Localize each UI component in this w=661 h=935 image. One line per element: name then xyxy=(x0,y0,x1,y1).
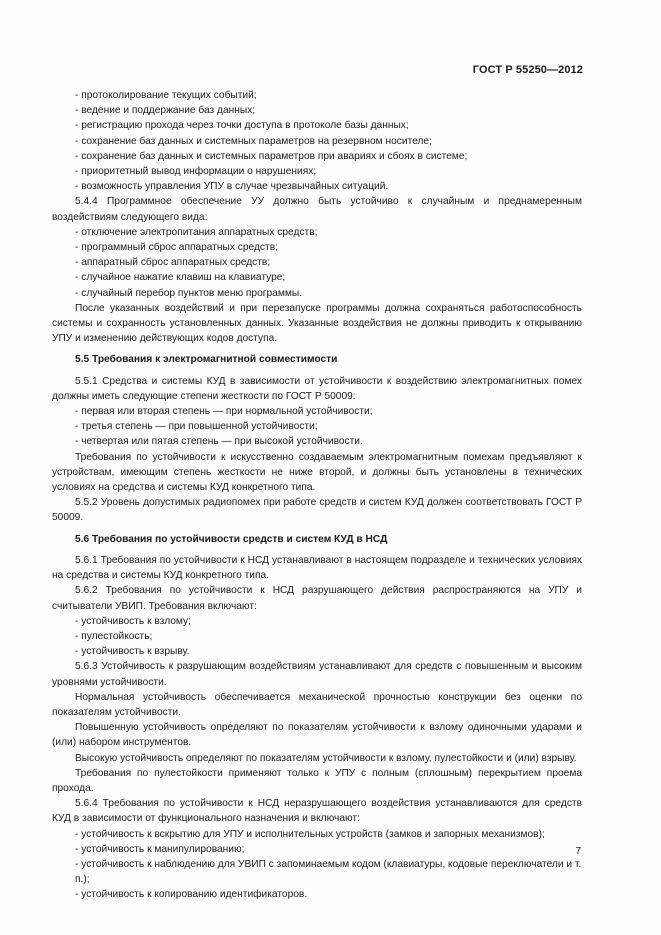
list-item: - устойчивость к манипулированию; xyxy=(75,843,245,855)
list-item: - устойчивость к копированию идентификаторов. xyxy=(75,889,308,901)
list-item: - ведение и поддержание баз данных; xyxy=(75,105,256,117)
paragraph: После указанных воздействий и при перезапуске программы должна сохраняться работоспособность системы и сохранность установленных данных. Указанные воздействия не должны приводить к открыванию УПУ и изменению действующих кодов доступа. xyxy=(52,302,582,345)
list-item: - третья степень — при повышенной устойчивости; xyxy=(75,421,318,433)
list-item: - сохранение баз данных и системных параметров при авариях и сбоях в системе; xyxy=(75,150,468,162)
section-heading: 5.6 Требования по устойчивости средств и систем КУД в НСД xyxy=(75,533,388,545)
document-body xyxy=(52,88,582,903)
list-item: - первая или вторая степень — при нормальной устойчивости; xyxy=(75,406,373,418)
paragraph: 5.6.3 Устойчивость к разрушающим воздействиям устанавливают для средств с повышенным и высоким уровнями устойчивости. xyxy=(52,661,582,688)
paragraph: 5.6.2 Требования по устойчивости к НСД разрушающего действия распространяются на УПУ и считыватели УВИП. Требования включают: xyxy=(52,585,582,612)
paragraph: 5.4.4 Программное обеспечение УУ должно быть устойчиво к случайным и преднамеренным воздействиям следующего вида: xyxy=(52,196,582,223)
list-item: - возможность управления УПУ в случае чрезвычайных ситуаций. xyxy=(75,181,389,193)
list-item: - программный сброс аппаратных средств; xyxy=(75,242,278,254)
paragraph: 5.6.1 Требования по устойчивости к НСД устанавливают в настоящем подразделе и технических условиях на средства и системы КУД конкретного типа. xyxy=(52,554,582,582)
section-heading: 5.5 Требования к электромагнитной совместимости xyxy=(75,354,338,366)
list-item: - аппаратный сброс аппаратных средств; xyxy=(75,257,271,269)
list-item: - приоритетный вывод информации о нарушениях; xyxy=(75,166,317,178)
paragraph: Требования по устойчивости к искусственно создаваемым электромагнитным помехам предъявляют к устройствам, имеющим степень жесткости не ниже второй, и должны быть установлены в технических условиях на средства и системы КУД конкретного типа. xyxy=(52,451,582,494)
list-item: - отключение электропитания аппаратных средств; xyxy=(75,226,318,238)
list-item: - четвертая или пятая степень — при высокой устойчивости. xyxy=(75,436,363,448)
paragraph: Повышенную устойчивость определяют по показателям устойчивости к взлому одиночными ударами и (или) набором инструментов. xyxy=(52,722,582,749)
paragraph: 5.6.4 Требования по устойчивости к НСД неразрушающего воздействия устанавливаются для средств КУД в зависимости от функционального назначения и включают: xyxy=(52,798,582,825)
paragraph: Нормальная устойчивость обеспечивается механической прочностью конструкции без оценки по показателям устойчивости. xyxy=(52,691,582,718)
list-item: - случайное нажатие клавиш на клавиатуре; xyxy=(75,272,286,284)
list-item: - устойчивость к взлому; xyxy=(75,615,191,627)
list-item: - сохранение баз данных и системных параметров на резервном носителе; xyxy=(75,135,432,147)
paragraph: 5.5.1 Средства и системы КУД в зависимости от устойчивости к воздействию электромагнитных помех должны иметь следующие степени жесткости по ГОСТ Р 50009: xyxy=(52,375,582,402)
paragraph: 5.5.2 Уровень допустимых радиопомех при работе средств и систем КУД должен соответствовать ГОСТ Р 50009. xyxy=(52,497,582,524)
list-item: - случайный перебор пунктов меню программы. xyxy=(75,287,302,299)
list-item: - устойчивость к взрыву. xyxy=(75,646,190,658)
list-item: - устойчивость к вскрытию для УПУ и исполнительных устройств (замков и запорных механизмов); xyxy=(75,828,545,840)
list-item: - пулестойкость; xyxy=(75,630,153,642)
list-item: - устойчивость к наблюдению для УВИП с запоминаемым кодом (клавиатуры, кодовые переключатели и т. п.); xyxy=(75,858,582,886)
list-item: - регистрацию прохода через точки доступа в протоколе базы данных; xyxy=(75,120,409,132)
document-header: ГОСТ Р 55250—2012 xyxy=(472,64,583,76)
paragraph: Требования по пулестойкости применяют только к УПУ с полным (сплошным) перекрытием проема прохода. xyxy=(52,767,582,794)
list-item: - протоколирование текущих событий; xyxy=(75,90,257,101)
page-number: 7 xyxy=(575,846,581,857)
paragraph: Высокую устойчивость определяют по показателям устойчивости к взлому, пулестойкости и (или) взрыву. xyxy=(75,752,577,764)
